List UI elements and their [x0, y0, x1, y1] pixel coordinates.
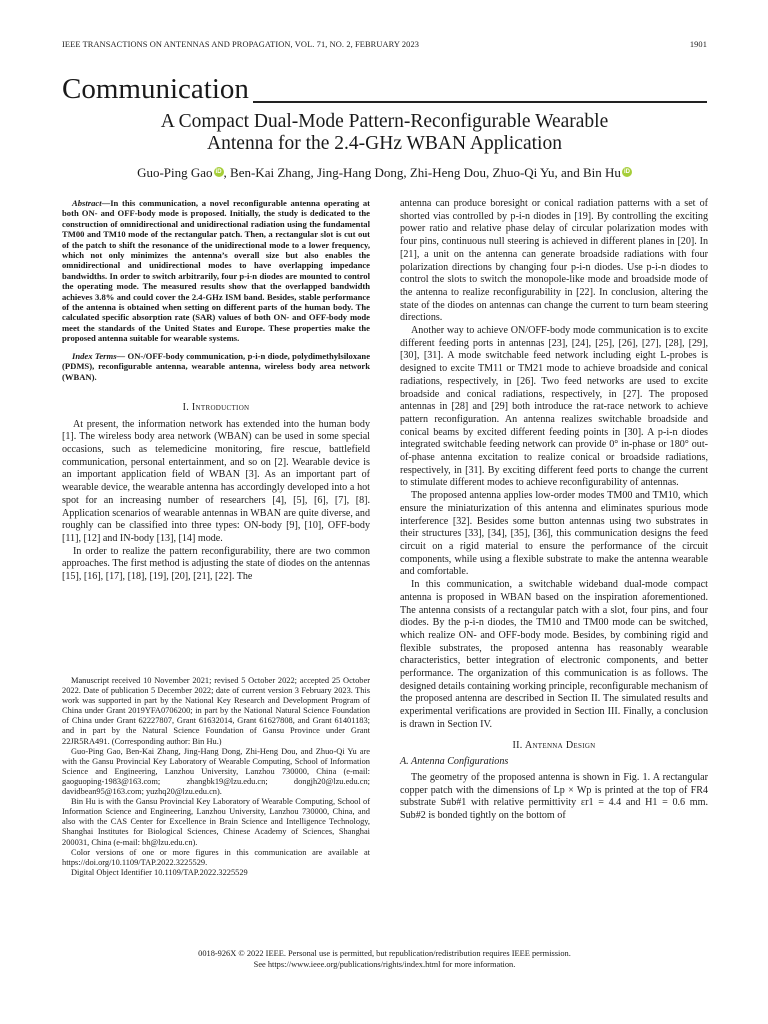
footnote-affiliation-2: Bin Hu is with the Gansu Provincial Key Laboratory of Wearable Computing, School of Information Science and Engineering, Lanzhou University, Lanzhou 730000, China, and also with the CAS Center for Excellence in Brain Science and Intelligence Technology, Shanghai Institutes for Biological Sciences, Chinese Academy of Sciences, Shanghai 200031, China (e-mail: bh@lzu.edu.cn).	[62, 797, 370, 847]
footnote-color-versions: Color versions of one or more figures in this communication are available at https://doi.org/10.1109/TAP.2022.3225529.	[62, 847, 370, 867]
title-line-1: A Compact Dual-Mode Pattern-Reconfigurable Wearable	[160, 111, 609, 132]
author-list	[62, 165, 707, 181]
orcid-icon[interactable]: iD	[623, 169, 630, 175]
right-paragraph-5: The geometry of the proposed antenna is shown in Fig. 1. A rectangular copper patch with the dimensions of Lp × Wp is printed at the top of FR4 substrate Sub#1 with relative permittivity εr1 = 4.4 and H1 = 0.6 mm. Sub#2 is bonded tightly on the bottom of	[400, 771, 708, 822]
footnote-affiliation-1: Guo-Ping Gao, Ben-Kai Zhang, Jing-Hang Dong, Zhi-Heng Dou, and Zhuo-Qi Yu are with the Gansu Provincial Key Laboratory of Wearable Computing, School of Information Science and Engineering, Lanzhou University, Lanzhou 730000, China (e-mail: gaoguoping-1983@163.com; zhangbk19@lzu.edu.cn; dongjh20@lzu.edu.cn; davidbean95@163.com; yuzhq20@lzu.edu.cn).	[62, 746, 370, 797]
banner-word: Communication	[62, 72, 253, 106]
right-paragraph-3: The proposed antenna applies low-order modes TM00 and TM10, which ensure the miniaturization of this antenna and eliminates spurious mode interference [32]. Besides some button antennas using two substrates in their structures [33], [34], [35], [36], this communication designs the feed circuit on a rigid material to ensure the performance of the circuit components, while using a flexible substrate to make the antenna wearable and comfortable.	[400, 490, 708, 578]
right-paragraph-1: antenna can produce boresight or conical radiation patterns with a set of shorted vias controlled by p-i-n diodes in [19]. By controlling the exciting power ratio and relative phase delay of circular polarization modes with four pins, continuous null steering is achieved in different planes in [20]. In [21], a unit on the antenna can generate broadside radiations with four polarization directions by changing four p-i-n diodes. Use p-i-n diodes to control the slots to switch the monopole-like mode and broadside mode of the antenna to realize reconfigurability in [22]. In conclusion, altering the state of the diodes on antennas can change the current to turn beam steering directions.	[400, 198, 708, 324]
section-heading-antenna-design: II. Antenna Design	[512, 739, 596, 751]
title-line-2: Antenna for the 2.4-GHz WBAN Application	[207, 133, 562, 154]
copyright-line-2: See https://www.ieee.org/publications/rights/index.html for more information.	[253, 960, 516, 969]
abstract-text: In this communication, a novel reconfigurable antenna operating at both ON- and OFF-body mode is proposed. Initially, the study is dedicated to the construction of omnidirectional and unidirectional radiation using the fundamental TM00 and TM10 mode of the rectangular patch. Then, a rectangular slot is cut out of the patch to shift the resonance of the unidirectional mode to a lower frequency, which not only minimizes the antenna’s overall size but also enables the omnidirectional and unidirectional modes to have overlapping impedance bandwidths. In order to switch arbitrarily, four p-i-n diodes are mounted to control the operating mode. The measured results show that the overlapped bandwidth achieves 3.8% and could cover the 2.4-GHz ISM band. Besides, stable performance of the antenna is obtained when setting on different parts of the human body. The calculated specific absorption rate (SAR) values of both ON- and OFF-body mode meet the standards of the United States and Europe. These properties make the proposed antenna suitable for wearable systems.	[62, 198, 370, 344]
journal-header: IEEE TRANSACTIONS ON ANTENNAS AND PROPAGATION, VOL. 71, NO. 2, FEBRUARY 2023	[62, 40, 420, 49]
subsection-heading-configurations: A. Antenna Configurations	[400, 756, 509, 768]
copyright-footer	[62, 948, 707, 970]
page-number: 1901	[689, 40, 707, 49]
first-author: Guo-Ping Gao	[137, 165, 213, 180]
left-column	[62, 198, 370, 584]
running-head	[62, 40, 707, 49]
index-terms	[62, 351, 370, 382]
abstract-lead: Abstract—	[72, 198, 111, 208]
section-heading-introduction: I. Introduction	[182, 401, 250, 413]
intro-paragraph-2: In order to realize the pattern reconfigurability, there are two common approaches. The first method is adjusting the state of diodes on the antennas [15], [16], [17], [18], [19], [20], [21], [22]. The	[62, 545, 370, 583]
index-terms-text: ON-/OFF-body communication, p-i-n diode, polydimethylsiloxane (PDMS), reconfigurable antenna, wearable antenna, wireless body area network (WBAN).	[62, 350, 371, 382]
right-paragraph-4: In this communication, a switchable wideband dual-mode compact antenna is proposed in WBAN based on the inspiration aforementioned. The antenna consists of a rectangular patch with a slot, four pins, and four diodes. By the p-i-n diodes, the TM10 and TM00 mode can be switched, which realize ON- and OFF-body mode. Besides, by combining rigid and flexible substrates, the proposed antenna has reasonably wearable characteristics, better integration of electronic components, and better performance. The organization of this communication is as follows. The designed details containing working principle, reconfigurable mechanism of the proposed antenna are described in Section II. The simulated results and experimental verifications are provided in Section III. Finally, a conclusion is drawn in Section IV.	[400, 579, 708, 730]
right-paragraph-2: Another way to achieve ON/OFF-body mode communication is to excite different feeding ports in antennas [23], [24], [25], [26], [27], [28], [29], [30], [31]. A mode switchable feed network including eight L-probes is designed to excite TM11 or TM21 mode to achieve broadside and conical radiations, respectively, in [26]. Two feed networks are used to excite broadside and conical radiations, respectively, in [27]. The proposed antennas in [28] and [29] both introduce the rat-race network to achieve pattern reconfiguration. An antenna realizes switchable broadside and conical beams by excited different feeding points in [30]. A p-i-n diodes integrated switchable feeding network can provide 0° in-phase or 180° out-of-phase antenna excitation to realize conical or broadside radiations, respectively, in [31]. By exciting different feed ports to change the current to stimulate different modes to achieve reconfigurability of antennas.	[400, 325, 708, 489]
paper-title	[62, 111, 707, 155]
index-terms-lead: Index Terms—	[72, 350, 126, 361]
footnote-manuscript: Manuscript received 10 November 2021; revised 5 October 2022; accepted 25 October 2022. Date of publication 5 December 2022; date of current version 3 February 2023. This work was supported in part by the National Key Research and Development Program of China under Grant 2019YFA0706200; in part by the National Natural Science Foundation of China under Grant 62227807, Grant 61632014, Grant 61627808, and Grant 61401183; and in part by the Natural Science Foundation of Gansu Province under Grant 22JR5RA491. (Corresponding author: Bin Hu.)	[62, 676, 370, 746]
footnote-doi: Digital Object Identifier 10.1109/TAP.2022.3225529	[71, 867, 248, 877]
other-authors: , Ben-Kai Zhang, Jing-Hang Dong, Zhi-Heng Dou, Zhuo-Qi Yu, and Bin Hu	[223, 165, 621, 180]
right-column	[400, 198, 708, 823]
abstract	[62, 198, 370, 344]
copyright-line-1: 0018-926X © 2022 IEEE. Personal use is permitted, but republication/redistribution requires IEEE permission.	[198, 949, 571, 958]
section-banner	[62, 72, 707, 106]
orcid-icon[interactable]: iD	[215, 169, 222, 175]
footnotes	[62, 676, 370, 878]
intro-paragraph-1: At present, the information network has extended into the human body [1]. The wireless body area network (WBAN) can be used in some special occasions, such as telemedicine monitoring, fire rescue, battlefield communication, personal entertainment, and so on [2]. Wearable device is an important application field of WBAN [3]. As an important part of wearable device, the wearable antenna has accordingly developed into a hot spot for an increasing number of researchers [4], [5], [6], [7], [8]. Application scenarios of wearable antennas in WBAN are quite diverse, and roughly can be classified into three types: ON-body [9], [10], OFF-body [11], [12] and IN-body [13], [14] mode.	[62, 418, 370, 544]
